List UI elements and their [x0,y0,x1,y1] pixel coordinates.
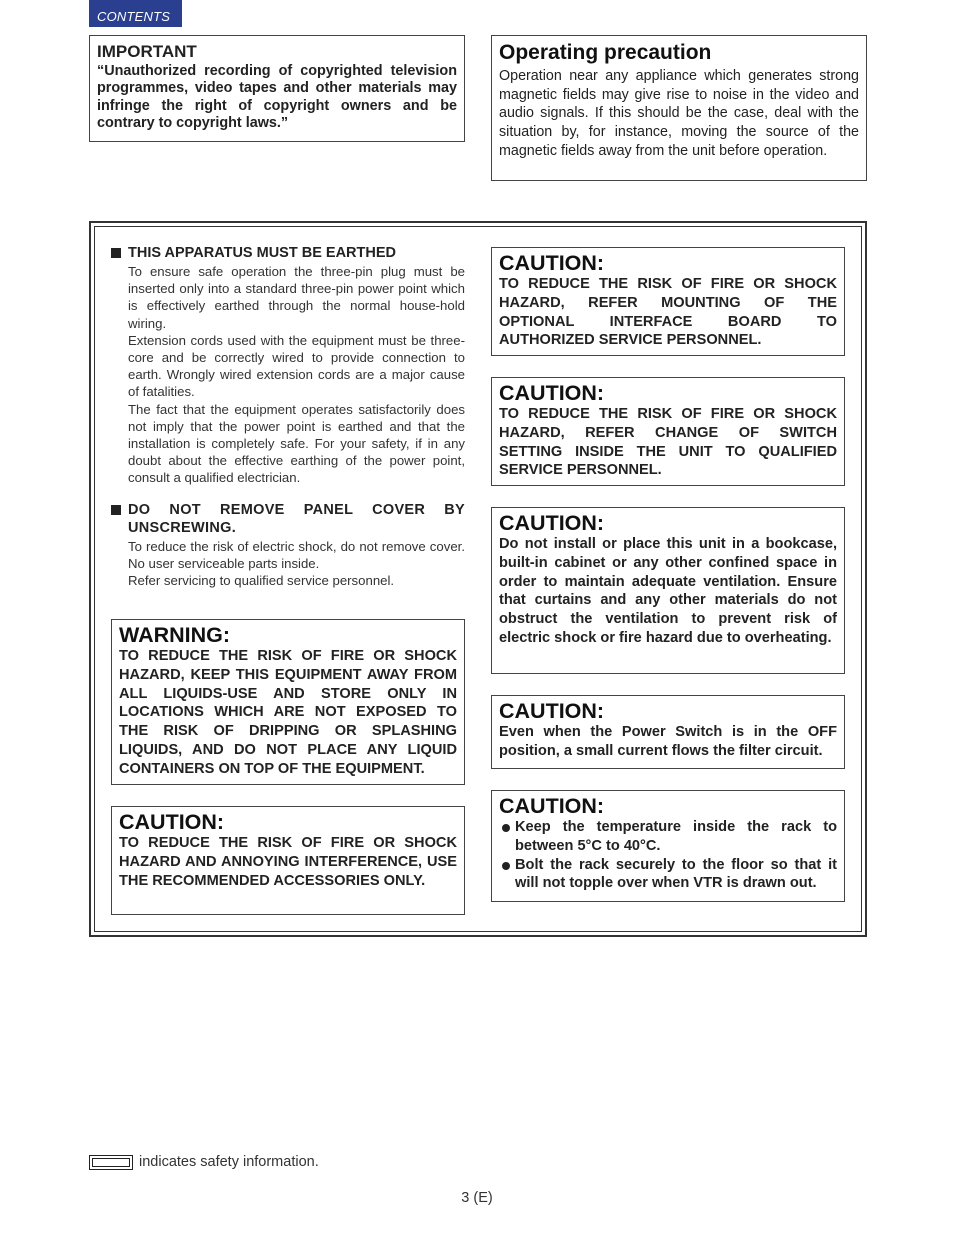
page-number: 3 (E) [461,1190,493,1206]
caution-switch-setting-box [491,377,845,486]
panel-cover-heading: DO NOT REMOVE PANEL COVER BY UNSCREWING. [111,501,465,537]
warning-text: TO REDUCE THE RISK OF FIRE OR SHOCK HAZARD, KEEP THIS EQUIPMENT AWAY FROM ALL LIQUIDS-USE AND STORE ONLY IN LOCATIONS WHICH ARE NOT EXPOSED TO THE RISK OF DRIPPING OR SPLASHING LIQUIDS, AND DO NOT PLACE ANY LIQUID CONTAINERS ON TOP OF THE EQUIPMENT. [119,648,457,777]
caution-interface-board-box [491,247,845,356]
important-box [89,35,465,142]
panel-cover-paragraph-1: To reduce the risk of electric shock, do not remove cover. No user serviceable parts inside. [128,538,465,571]
rack-temperature-bullet: Keep the temperature inside the rack to between 5°C to 40°C. [499,818,837,856]
caution-title: CAUTION: [499,699,605,723]
safety-legend-text: indicates safety information. [139,1154,319,1170]
operating-precaution-box [491,35,867,181]
earthed-heading: THIS APPARATUS MUST BE EARTHED [111,244,465,262]
panel-cover-paragraph-2: Refer servicing to qualified service personnel. [128,573,395,589]
bullet-dot-icon [502,824,510,832]
operating-precaution-text: Operation near any appliance which generates strong magnetic fields may give rise to noise in the video and audio signals. If this should be the case, deal with the situation by, for instance, moving the source of the magnetic fields away from the unit before operation. [499,68,859,159]
important-text: “Unauthorized recording of copyrighted television programmes, video tapes and other materials may infringe the right of copyright owners and be contrary to copyright laws.” [97,63,457,131]
earthing-section [111,244,465,589]
caution-power-switch-box [491,695,845,769]
warning-title: WARNING: [119,623,231,647]
caution-ventilation-text: Do not install or place this unit in a bookcase, built-in cabinet or any other confined space in order to maintain adequate ventilation. Ensure that curtains and any other materials do not obstruct the ventilation to prevent risk of electric shock or fire hazard due to overheating. [499,536,837,646]
caution-title: CAUTION: [499,251,605,275]
bullet-dot-icon [502,862,510,870]
important-title: IMPORTANT [97,42,197,61]
operating-precaution-title: Operating precaution [499,41,712,64]
warning-box [111,619,465,785]
safety-frame-symbol-icon [89,1155,133,1170]
caution-rack-box [491,790,845,902]
caution-title: CAUTION: [119,810,225,834]
caution-title: CAUTION: [499,381,605,405]
square-bullet-icon [111,248,121,258]
earthed-paragraph-1: To ensure safe operation the three-pin plug must be inserted only into a standard three-pin power point which is effectively earthed through the normal house-hold wiring. [128,264,465,331]
earthed-paragraph-3: The fact that the equipment operates satisfactorily does not imply that the power point is earthed and that the installation is completely safe. For your safety, if in any doubt about the effective earthing of the power point, consult a qualified electrician. [128,401,465,486]
caution-accessories-text: TO REDUCE THE RISK OF FIRE OR SHOCK HAZARD AND ANNOYING INTERFERENCE, USE THE RECOMMENDED ACCESSORIES ONLY. [119,835,457,889]
caution-title: CAUTION: [499,511,605,535]
caution-power-switch-text: Even when the Power Switch is in the OFF position, a small current flows the filter circuit. [499,724,837,759]
caution-interface-board-text: TO REDUCE THE RISK OF FIRE OR SHOCK HAZARD, REFER MOUNTING OF THE OPTIONAL INTERFACE BOARD TO AUTHORIZED SERVICE PERSONNEL. [499,276,837,349]
caution-title: CAUTION: [499,794,605,818]
caution-switch-setting-text: TO REDUCE THE RISK OF FIRE OR SHOCK HAZARD, REFER CHANGE OF SWITCH SETTING INSIDE THE UNIT TO QUALIFIED SERVICE PERSONNEL. [499,406,837,479]
contents-tab[interactable]: CONTENTS [89,0,182,27]
earthed-paragraph-2: Extension cords used with the equipment must be three-core and be correctly wired to provide connection to earth. Wrongly wired extension cords are a major cause of fatalities. [128,332,465,400]
caution-ventilation-box [491,507,845,674]
square-bullet-icon [111,505,121,515]
rack-bolt-bullet: Bolt the rack securely to the floor so that it will not topple over when VTR is drawn out. [499,856,837,894]
caution-accessories-box [111,806,465,915]
